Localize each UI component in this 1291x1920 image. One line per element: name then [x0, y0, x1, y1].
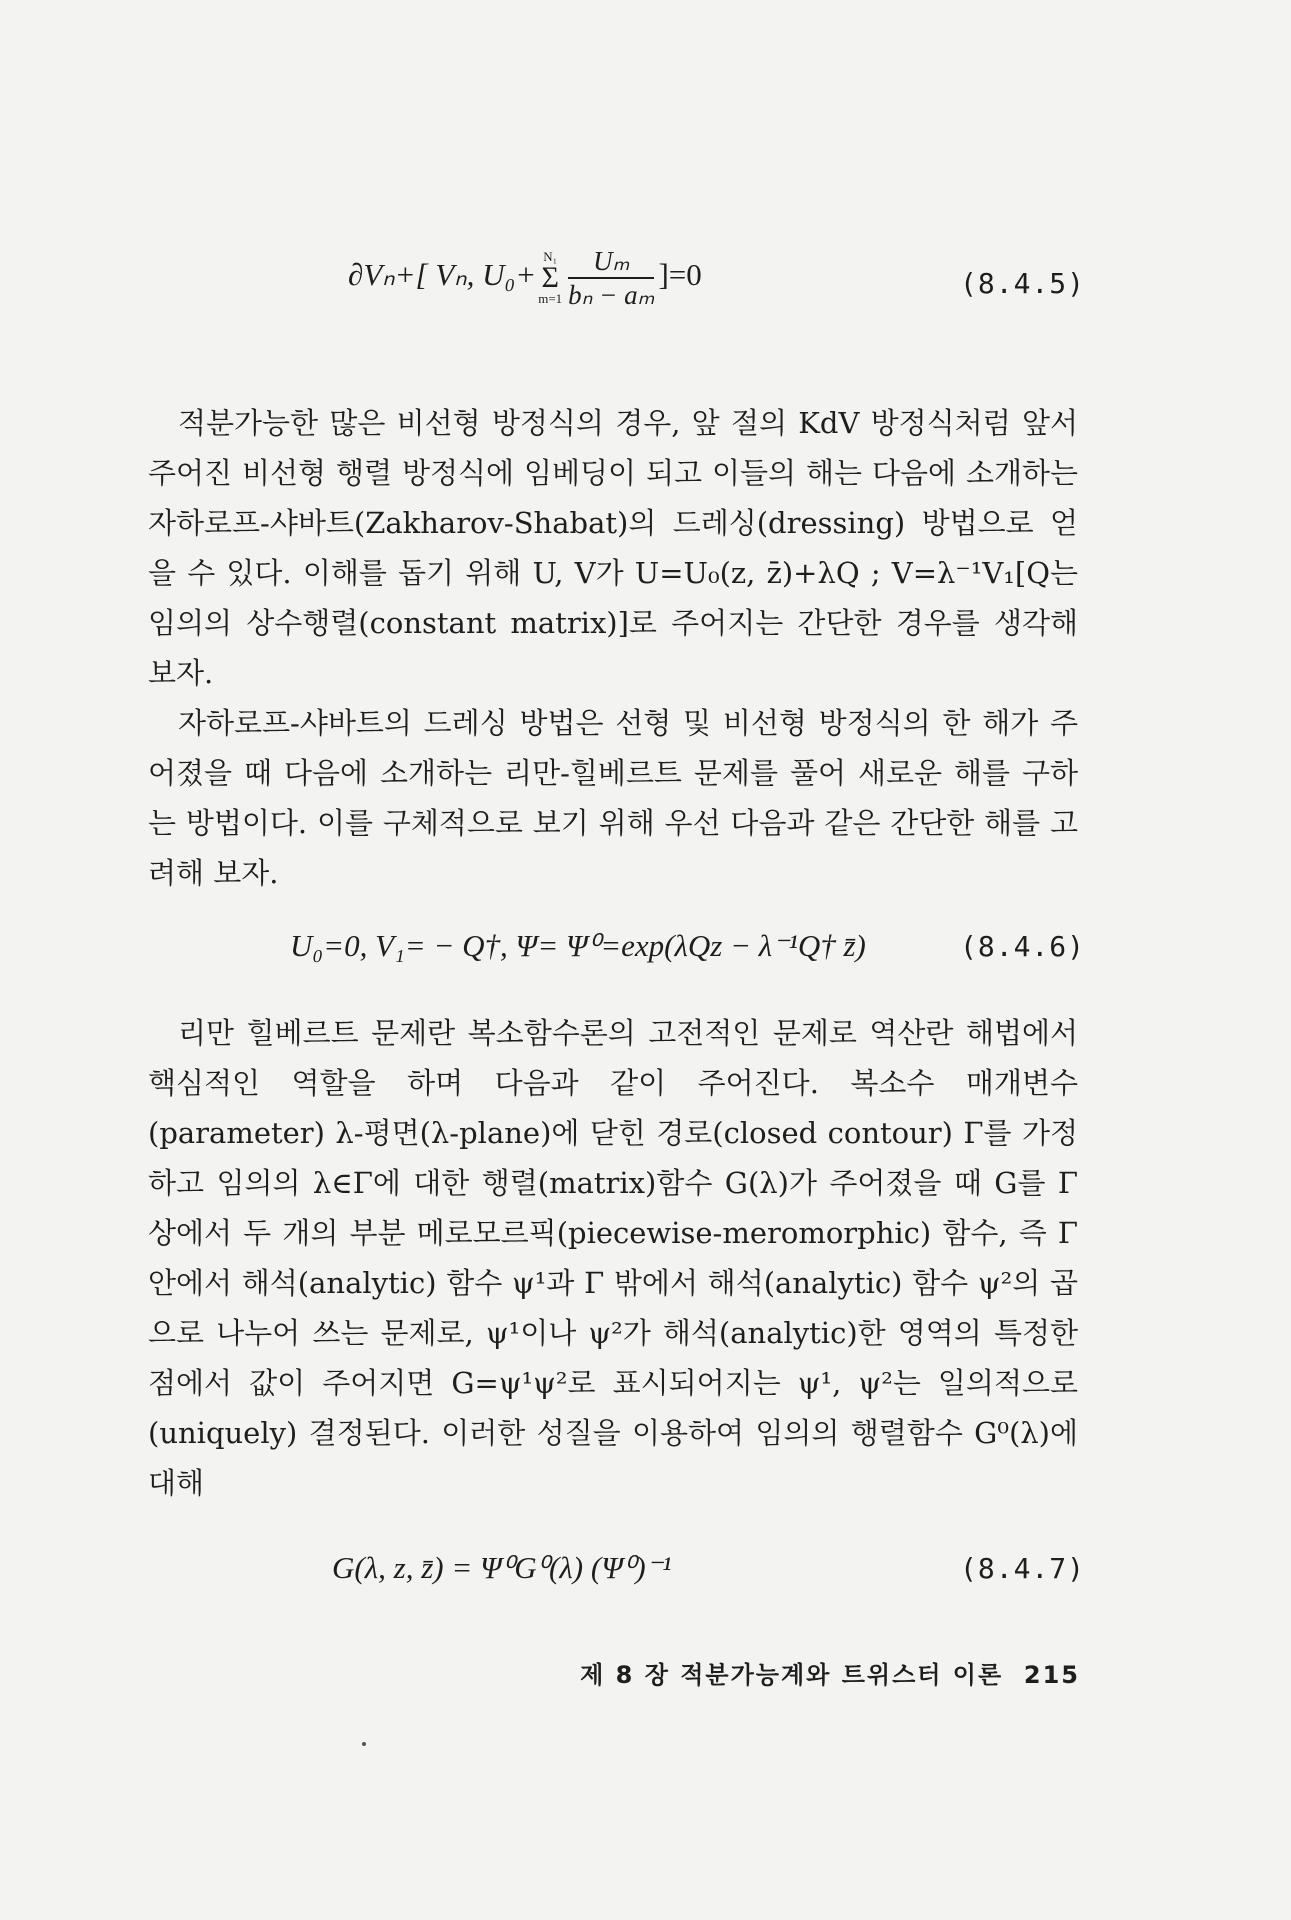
page-number: 215: [1023, 1661, 1080, 1689]
equation-8-4-5: [0, 245, 1291, 310]
equation-expression: U₀=0, V₁= − Q†, Ψ= Ψ⁰=exp(λQz − λ⁻¹Q† z̄): [290, 928, 866, 963]
equation-lhs: ∂Vₙ+[ Vₙ, U₀+: [348, 257, 537, 293]
page-footer: [540, 1655, 1080, 1690]
equation-8-4-6: [0, 918, 1291, 978]
sum-symbol: Σ: [541, 261, 559, 294]
summation: [538, 250, 562, 306]
equation-number: (8.4.6): [960, 930, 1086, 963]
equation-number: (8.4.7): [960, 1552, 1086, 1585]
chapter-title: 제 8 장 적분가능계와 트위스터 이론: [580, 1661, 1004, 1689]
paragraph-riemann-hilbert-intro: 자하로프-샤바트의 드레싱 방법은 선형 및 비선형 방정식의 한 해가 주어졌을 때 다음에 소개하는 리만-힐베르트 문제를 풀어 새로운 해를 구하는 방법이다. 이를 구체적으로 보기 위해 우선 다음과 같은 간단한 해를 고려해 보자.: [148, 706, 1079, 890]
fraction-numerator: Uₘ: [568, 245, 654, 279]
scan-speck: [362, 1742, 366, 1746]
fraction-denominator: bₙ − aₘ: [568, 280, 655, 310]
paragraph-dressing-method-intro: 적분가능한 많은 비선형 방정식의 경우, 앞 절의 KdV 방정식처럼 앞서 주어진 비선형 행렬 방정식에 임베딩이 되고 이들의 해는 다음에 소개하는 자하로프-샤바트(Zakharov-Shabat)의 드레싱(dressing) 방법으로 얻을 수 있다. 이해를 돕기 위해 U, V가 U=U₀(z, z̄)+λQ ; V=λ⁻¹V₁[Q는 임의의 상수행렬(constant matrix)]로 주어지는 간단한 경우를 생각해 보자.: [148, 406, 1078, 690]
sum-lower: m=1: [538, 291, 563, 306]
equation-expression: G(λ, z, z̄) = Ψ⁰G⁰(λ) (Ψ⁰)⁻¹: [332, 1550, 672, 1585]
equation-rhs: ]=0: [658, 257, 702, 293]
equation-8-4-7: [0, 1540, 1291, 1600]
fraction: [568, 245, 654, 311]
equation-number: (8.4.5): [960, 267, 1086, 300]
equation-expression: [348, 245, 702, 311]
paragraph-riemann-hilbert-problem: 리만 힐베르트 문제란 복소함수론의 고전적인 문제로 역산란 해법에서 핵심적인 역할을 하며 다음과 같이 주어진다. 복소수 매개변수(parameter) λ-평면(λ-plane)에 닫힌 경로(closed contour) Γ를 가정하고 임의의 λ∈Γ에 대한 행렬(matrix)함수 G(λ)가 주어졌을 때 G를 Γ 상에서 두 개의 부분 메로모르픽(piecewise-meromorphic) 함수, 즉 Γ 안에서 해석(analytic) 함수 ψ¹과 Γ 밖에서 해석(analytic) 함수 ψ²의 곱으로 나누어 쓰는 문제로, ψ¹이나 ψ²가 해석(analytic)한 영역의 특정한 점에서 값이 주어지면 G=ψ¹ψ²로 표시되어지는 ψ¹, ψ²는 일의적으로(uniquely) 결정된다. 이러한 성질을 이용하여 임의의 행렬함수 G⁰(λ)에 대해: [148, 1016, 1078, 1500]
sum-upper: N₁: [543, 249, 558, 264]
